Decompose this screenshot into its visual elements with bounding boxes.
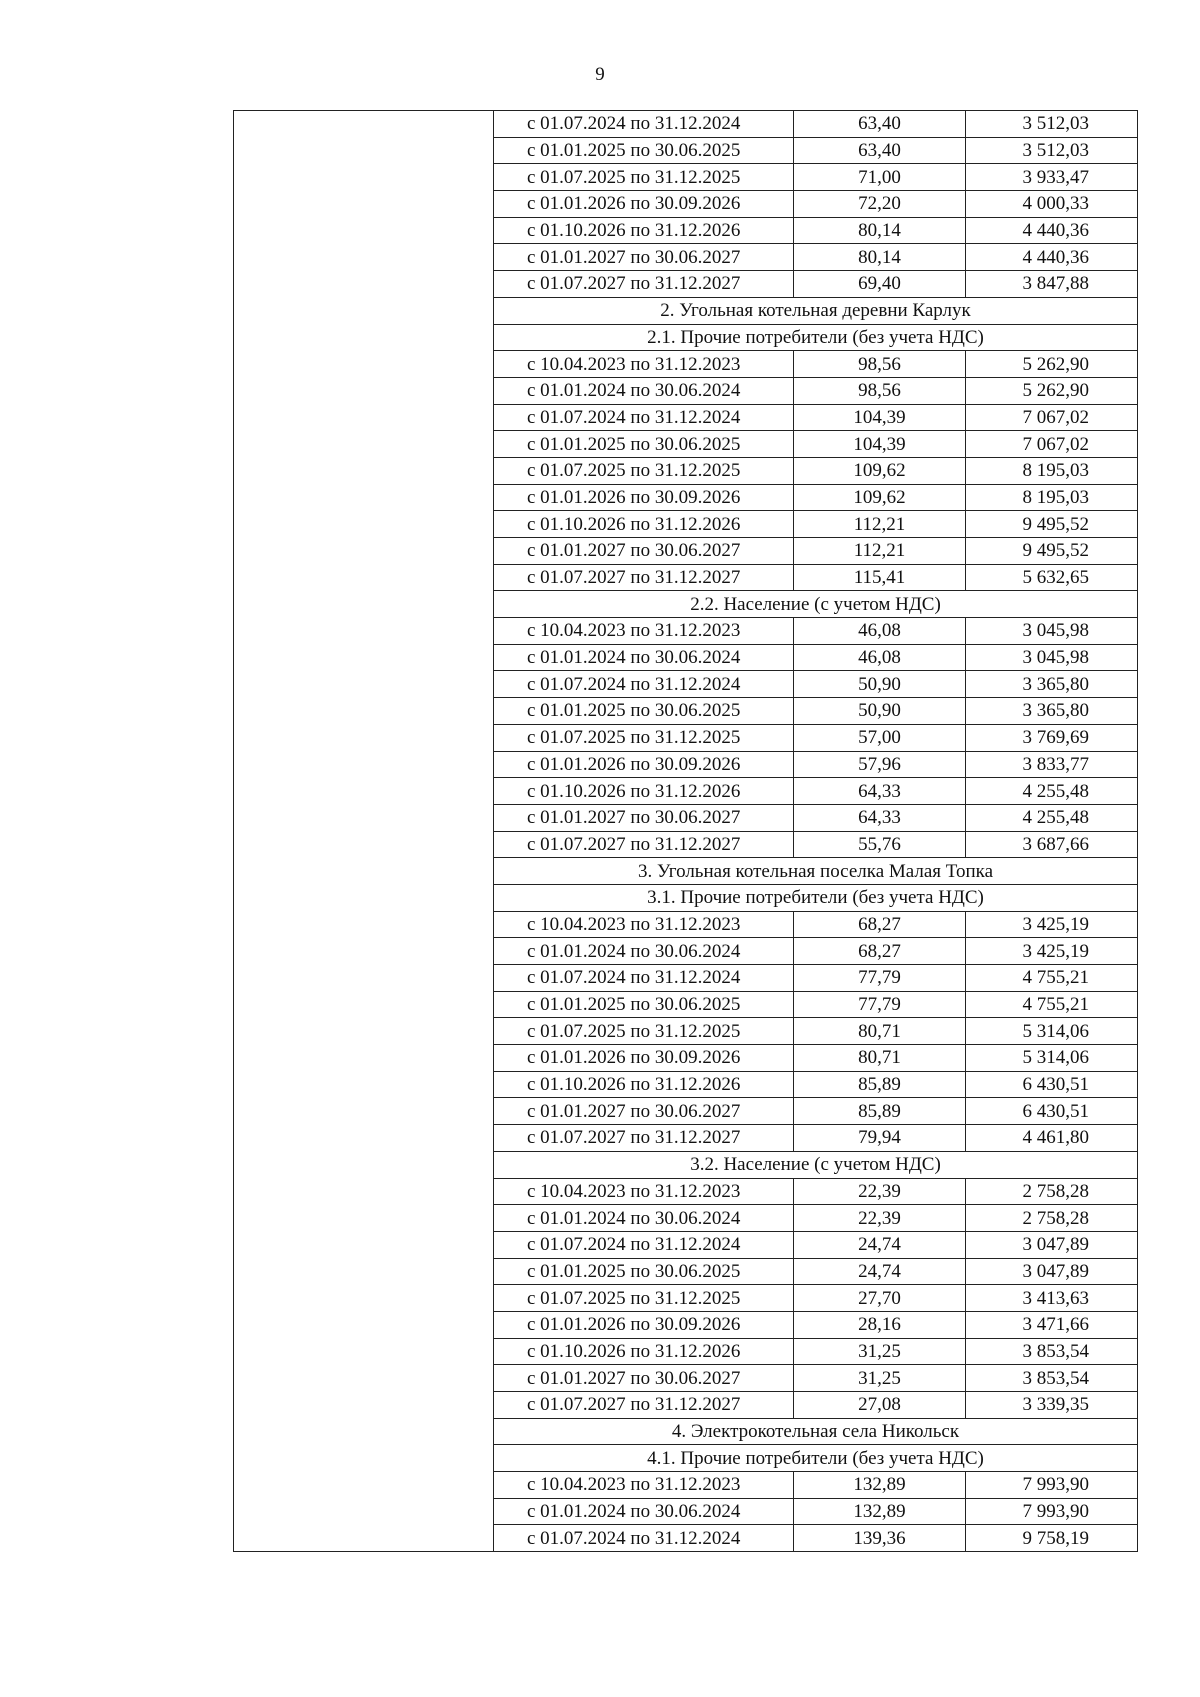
value-cell-1: 98,56 — [794, 351, 966, 378]
left-empty-column — [234, 111, 494, 1552]
value-cell-1: 28,16 — [794, 1311, 966, 1338]
value-cell-2: 7 993,90 — [966, 1498, 1138, 1525]
value-cell-1: 69,40 — [794, 271, 966, 298]
period-cell: с 01.01.2024 по 30.06.2024 — [494, 377, 794, 404]
value-cell-1: 80,14 — [794, 217, 966, 244]
value-cell-1: 132,89 — [794, 1498, 966, 1525]
period-cell: с 01.01.2024 по 30.06.2024 — [494, 1205, 794, 1232]
section-title: 3.2. Население (с учетом НДС) — [494, 1151, 1138, 1178]
value-cell-2: 3 365,80 — [966, 671, 1138, 698]
period-cell: с 10.04.2023 по 31.12.2023 — [494, 351, 794, 378]
value-cell-1: 80,14 — [794, 244, 966, 271]
value-cell-2: 3 047,89 — [966, 1231, 1138, 1258]
period-cell: с 01.01.2027 по 30.06.2027 — [494, 1098, 794, 1125]
value-cell-1: 50,90 — [794, 698, 966, 725]
section-title: 2.2. Население (с учетом НДС) — [494, 591, 1138, 618]
value-cell-1: 63,40 — [794, 137, 966, 164]
period-cell: с 01.07.2024 по 31.12.2024 — [494, 111, 794, 138]
value-cell-2: 2 758,28 — [966, 1205, 1138, 1232]
period-cell: с 01.07.2027 по 31.12.2027 — [494, 564, 794, 591]
value-cell-2: 4 461,80 — [966, 1125, 1138, 1152]
value-cell-1: 112,21 — [794, 511, 966, 538]
value-cell-1: 109,62 — [794, 457, 966, 484]
value-cell-2: 3 047,89 — [966, 1258, 1138, 1285]
value-cell-1: 72,20 — [794, 191, 966, 218]
period-cell: с 01.01.2026 по 30.09.2026 — [494, 191, 794, 218]
value-cell-1: 71,00 — [794, 164, 966, 191]
value-cell-1: 85,89 — [794, 1098, 966, 1125]
section-title: 4. Электрокотельная села Никольск — [494, 1418, 1138, 1445]
value-cell-2: 3 853,54 — [966, 1338, 1138, 1365]
period-cell: с 01.01.2025 по 30.06.2025 — [494, 991, 794, 1018]
period-cell: с 01.07.2024 по 31.12.2024 — [494, 671, 794, 698]
value-cell-2: 6 430,51 — [966, 1071, 1138, 1098]
value-cell-2: 3 413,63 — [966, 1285, 1138, 1312]
value-cell-1: 57,96 — [794, 751, 966, 778]
value-cell-2: 9 495,52 — [966, 511, 1138, 538]
period-cell: с 01.07.2025 по 31.12.2025 — [494, 1018, 794, 1045]
period-cell: с 01.07.2025 по 31.12.2025 — [494, 457, 794, 484]
period-cell: с 01.01.2027 по 30.06.2027 — [494, 538, 794, 565]
value-cell-1: 64,33 — [794, 778, 966, 805]
value-cell-1: 104,39 — [794, 404, 966, 431]
period-cell: с 01.01.2027 по 30.06.2027 — [494, 244, 794, 271]
tariff-table-body — [234, 111, 1138, 1552]
period-cell: с 01.07.2024 по 31.12.2024 — [494, 1231, 794, 1258]
value-cell-2: 7 993,90 — [966, 1472, 1138, 1499]
period-cell: с 01.01.2024 по 30.06.2024 — [494, 938, 794, 965]
value-cell-2: 3 847,88 — [966, 271, 1138, 298]
value-cell-1: 77,79 — [794, 965, 966, 992]
value-cell-2: 4 440,36 — [966, 244, 1138, 271]
period-cell: с 10.04.2023 по 31.12.2023 — [494, 1472, 794, 1499]
period-cell: с 01.01.2026 по 30.09.2026 — [494, 1311, 794, 1338]
period-cell: с 01.10.2026 по 31.12.2026 — [494, 778, 794, 805]
value-cell-1: 46,08 — [794, 618, 966, 645]
value-cell-2: 3 512,03 — [966, 111, 1138, 138]
value-cell-2: 4 440,36 — [966, 217, 1138, 244]
value-cell-2: 3 769,69 — [966, 724, 1138, 751]
value-cell-2: 5 314,06 — [966, 1045, 1138, 1072]
value-cell-1: 115,41 — [794, 564, 966, 591]
value-cell-1: 27,08 — [794, 1392, 966, 1419]
period-cell: с 01.07.2024 по 31.12.2024 — [494, 404, 794, 431]
value-cell-2: 3 425,19 — [966, 938, 1138, 965]
value-cell-1: 139,36 — [794, 1525, 966, 1552]
period-cell: с 01.01.2026 по 30.09.2026 — [494, 751, 794, 778]
period-cell: с 01.07.2027 по 31.12.2027 — [494, 271, 794, 298]
value-cell-2: 7 067,02 — [966, 431, 1138, 458]
value-cell-1: 55,76 — [794, 831, 966, 858]
value-cell-2: 3 833,77 — [966, 751, 1138, 778]
period-cell: с 01.10.2026 по 31.12.2026 — [494, 1338, 794, 1365]
value-cell-2: 9 495,52 — [966, 538, 1138, 565]
table-row — [234, 111, 1138, 138]
period-cell: с 01.01.2024 по 30.06.2024 — [494, 1498, 794, 1525]
value-cell-2: 4 255,48 — [966, 804, 1138, 831]
period-cell: с 01.01.2027 по 30.06.2027 — [494, 804, 794, 831]
value-cell-2: 3 687,66 — [966, 831, 1138, 858]
value-cell-1: 64,33 — [794, 804, 966, 831]
period-cell: с 01.01.2025 по 30.06.2025 — [494, 1258, 794, 1285]
section-title: 2. Угольная котельная деревни Карлук — [494, 297, 1138, 324]
value-cell-1: 27,70 — [794, 1285, 966, 1312]
period-cell: с 01.10.2026 по 31.12.2026 — [494, 511, 794, 538]
value-cell-1: 98,56 — [794, 377, 966, 404]
section-title: 4.1. Прочие потребители (без учета НДС) — [494, 1445, 1138, 1472]
period-cell: с 01.07.2025 по 31.12.2025 — [494, 1285, 794, 1312]
value-cell-2: 3 045,98 — [966, 618, 1138, 645]
period-cell: с 01.07.2027 по 31.12.2027 — [494, 1125, 794, 1152]
value-cell-1: 132,89 — [794, 1472, 966, 1499]
value-cell-2: 7 067,02 — [966, 404, 1138, 431]
value-cell-2: 4 755,21 — [966, 991, 1138, 1018]
value-cell-2: 4 000,33 — [966, 191, 1138, 218]
value-cell-1: 104,39 — [794, 431, 966, 458]
period-cell: с 01.07.2027 по 31.12.2027 — [494, 831, 794, 858]
period-cell: с 01.01.2026 по 30.09.2026 — [494, 484, 794, 511]
value-cell-2: 3 853,54 — [966, 1365, 1138, 1392]
value-cell-2: 3 471,66 — [966, 1311, 1138, 1338]
value-cell-2: 8 195,03 — [966, 484, 1138, 511]
value-cell-2: 5 262,90 — [966, 351, 1138, 378]
value-cell-2: 9 758,19 — [966, 1525, 1138, 1552]
value-cell-2: 5 262,90 — [966, 377, 1138, 404]
period-cell: с 10.04.2023 по 31.12.2023 — [494, 1178, 794, 1205]
period-cell: с 01.01.2024 по 30.06.2024 — [494, 644, 794, 671]
value-cell-1: 80,71 — [794, 1018, 966, 1045]
period-cell: с 01.01.2027 по 30.06.2027 — [494, 1365, 794, 1392]
period-cell: с 01.07.2025 по 31.12.2025 — [494, 724, 794, 751]
value-cell-1: 77,79 — [794, 991, 966, 1018]
value-cell-2: 3 512,03 — [966, 137, 1138, 164]
value-cell-1: 112,21 — [794, 538, 966, 565]
page-number: 9 — [595, 64, 605, 85]
value-cell-2: 4 255,48 — [966, 778, 1138, 805]
value-cell-2: 5 314,06 — [966, 1018, 1138, 1045]
value-cell-2: 6 430,51 — [966, 1098, 1138, 1125]
period-cell: с 01.07.2024 по 31.12.2024 — [494, 965, 794, 992]
section-title: 2.1. Прочие потребители (без учета НДС) — [494, 324, 1138, 351]
value-cell-1: 46,08 — [794, 644, 966, 671]
value-cell-1: 63,40 — [794, 111, 966, 138]
value-cell-1: 57,00 — [794, 724, 966, 751]
period-cell: с 01.07.2024 по 31.12.2024 — [494, 1525, 794, 1552]
value-cell-1: 24,74 — [794, 1258, 966, 1285]
period-cell: с 01.07.2027 по 31.12.2027 — [494, 1392, 794, 1419]
value-cell-2: 4 755,21 — [966, 965, 1138, 992]
period-cell: с 01.01.2026 по 30.09.2026 — [494, 1045, 794, 1072]
value-cell-2: 8 195,03 — [966, 457, 1138, 484]
value-cell-2: 3 339,35 — [966, 1392, 1138, 1419]
period-cell: с 01.01.2025 по 30.06.2025 — [494, 431, 794, 458]
value-cell-1: 31,25 — [794, 1338, 966, 1365]
value-cell-1: 85,89 — [794, 1071, 966, 1098]
value-cell-1: 79,94 — [794, 1125, 966, 1152]
section-title: 3. Угольная котельная поселка Малая Топка — [494, 858, 1138, 885]
value-cell-2: 2 758,28 — [966, 1178, 1138, 1205]
tariff-table — [233, 110, 1138, 1552]
value-cell-2: 3 365,80 — [966, 698, 1138, 725]
value-cell-1: 68,27 — [794, 911, 966, 938]
value-cell-1: 24,74 — [794, 1231, 966, 1258]
value-cell-2: 5 632,65 — [966, 564, 1138, 591]
period-cell: с 01.07.2025 по 31.12.2025 — [494, 164, 794, 191]
value-cell-2: 3 933,47 — [966, 164, 1138, 191]
period-cell: с 10.04.2023 по 31.12.2023 — [494, 618, 794, 645]
value-cell-2: 3 425,19 — [966, 911, 1138, 938]
period-cell: с 01.01.2025 по 30.06.2025 — [494, 698, 794, 725]
section-title: 3.1. Прочие потребители (без учета НДС) — [494, 884, 1138, 911]
period-cell: с 01.10.2026 по 31.12.2026 — [494, 217, 794, 244]
value-cell-1: 22,39 — [794, 1205, 966, 1232]
period-cell: с 10.04.2023 по 31.12.2023 — [494, 911, 794, 938]
value-cell-1: 31,25 — [794, 1365, 966, 1392]
value-cell-2: 3 045,98 — [966, 644, 1138, 671]
value-cell-1: 22,39 — [794, 1178, 966, 1205]
period-cell: с 01.01.2025 по 30.06.2025 — [494, 137, 794, 164]
period-cell: с 01.10.2026 по 31.12.2026 — [494, 1071, 794, 1098]
value-cell-1: 68,27 — [794, 938, 966, 965]
value-cell-1: 109,62 — [794, 484, 966, 511]
value-cell-1: 50,90 — [794, 671, 966, 698]
value-cell-1: 80,71 — [794, 1045, 966, 1072]
